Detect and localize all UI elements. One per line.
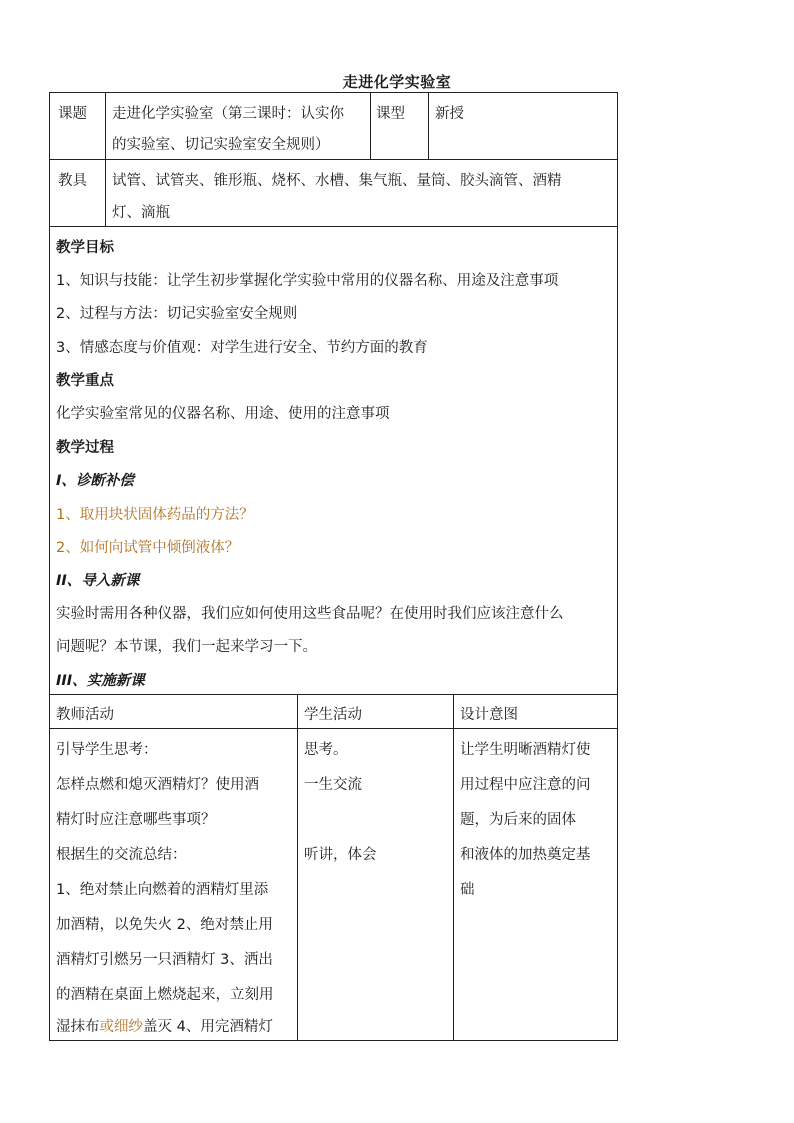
header-student-activity: 学生活动 xyxy=(304,707,362,723)
document-title: 走进化学实验室 xyxy=(342,73,452,91)
goals-heading: 教学目标 xyxy=(56,240,114,256)
teacher-line: 的酒精在桌面上燃烧起来，立刻用 xyxy=(56,987,274,1003)
type-value: 新授 xyxy=(435,106,464,122)
teacher-line: 酒精灯引燃另一只酒精灯 3、洒出 xyxy=(56,952,273,968)
student-line: 一生交流 xyxy=(304,777,362,793)
activity-table-top xyxy=(49,694,618,695)
teacher-line-last xyxy=(56,1010,273,1044)
process-heading: 教学过程 xyxy=(56,440,114,456)
teacher-line: 怎样点燃和熄灭酒精灯？使用酒 xyxy=(56,777,259,793)
key-points-text: 化学实验室常见的仪器名称、用途、使用的注意事项 xyxy=(56,406,390,422)
design-line: 和液体的加热奠定基 xyxy=(460,847,591,863)
topic-line-2: 的实验室、切记实验室安全规则） xyxy=(112,137,330,153)
design-line: 础 xyxy=(460,882,475,898)
activity-col-divider-1 xyxy=(297,694,298,1041)
topic-line-1: 走进化学实验室（第三课时：认实你 xyxy=(112,106,344,122)
type-label: 课型 xyxy=(376,106,405,122)
student-line: 思考。 xyxy=(304,742,348,758)
teacher-line: 引导学生思考： xyxy=(56,742,158,758)
intro-line-2: 问题呢？本节课，我们一起来学习一下。 xyxy=(56,639,317,655)
teacher-last-before: 湿抹布 xyxy=(56,1019,100,1035)
teacher-line: 加酒精，以免失火 2、绝对禁止用 xyxy=(56,917,273,933)
key-points-heading: 教学重点 xyxy=(56,373,114,389)
header-col-divider-2 xyxy=(370,92,371,159)
student-line: 听讲，体会 xyxy=(304,847,377,863)
question-2: 2、如何向试管中倾倒液体？ xyxy=(56,540,240,556)
goal-item-2: 2、过程与方法：切记实验室安全规则 xyxy=(56,306,298,322)
design-line: 题，为后来的固体 xyxy=(460,812,576,828)
teacher-line: 精灯时应注意哪些事项？ xyxy=(56,812,216,828)
intro-line-1: 实验时需用各种仪器，我们应如何使用这些食品呢？在使用时我们应该注意什么 xyxy=(56,606,564,622)
design-line: 用过程中应注意的问 xyxy=(460,777,591,793)
teacher-last-highlight: 或细纱 xyxy=(99,1019,143,1035)
section-implementation: III、实施新课 xyxy=(56,673,145,689)
tools-line-2: 灯、滴瓶 xyxy=(112,205,170,221)
goal-item-3: 3、情感态度与价值观：对学生进行安全、节约方面的教育 xyxy=(56,340,428,356)
tools-line-1: 试管、试管夹、锥形瓶、烧杯、水槽、集气瓶、量筒、胶头滴管、酒精 xyxy=(112,173,562,189)
design-line: 让学生明晰酒精灯使 xyxy=(460,742,591,758)
header-design-intent: 设计意图 xyxy=(460,707,518,723)
question-1: 1、取用块状固体药品的方法？ xyxy=(56,507,254,523)
header-col-divider-3 xyxy=(428,92,429,159)
section-diagnosis: I、诊断补偿 xyxy=(56,473,134,489)
goal-item-1: 1、知识与技能：让学生初步掌握化学实验中常用的仪器名称、用途及注意事项 xyxy=(56,273,559,289)
tools-label: 教具 xyxy=(58,173,87,189)
activity-col-divider-2 xyxy=(453,694,454,1041)
header-teacher-activity: 教师活动 xyxy=(56,707,114,723)
teacher-line: 1、绝对禁止向燃着的酒精灯里添 xyxy=(56,882,269,898)
topic-label: 课题 xyxy=(58,106,87,122)
teacher-line: 根据生的交流总结： xyxy=(56,847,187,863)
section-introduction: II、导入新课 xyxy=(56,573,140,589)
teacher-last-after: 盖灭 4、用完酒精灯 xyxy=(143,1019,273,1035)
